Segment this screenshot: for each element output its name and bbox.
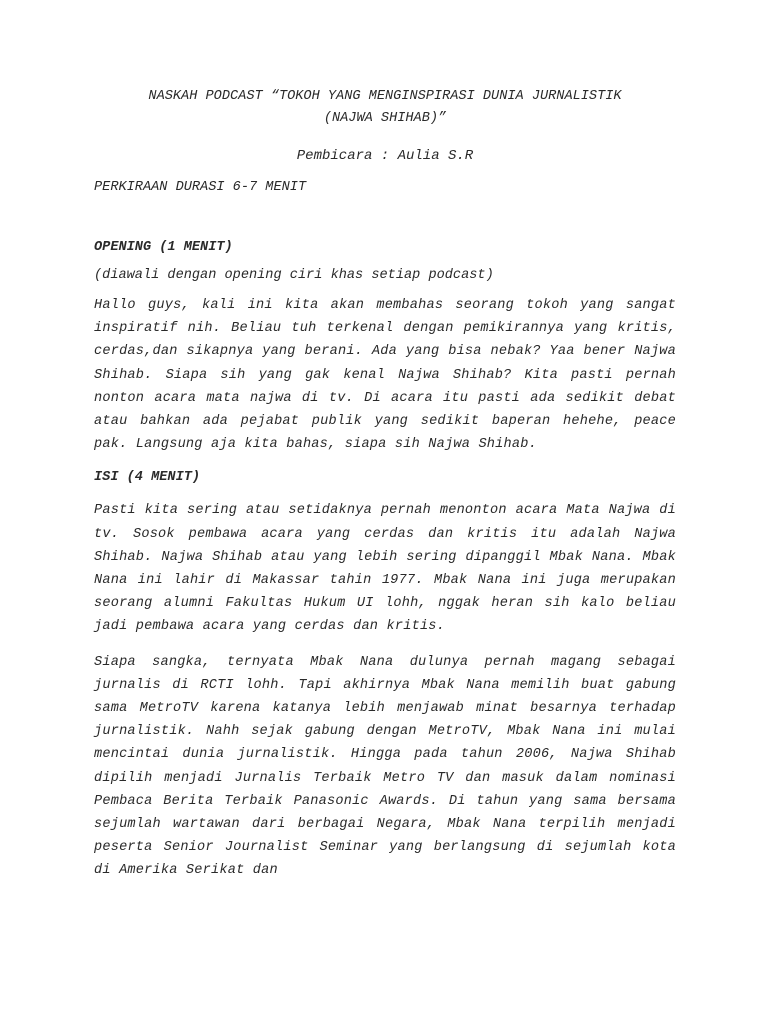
- title-line-1: NASKAH PODCAST “TOKOH YANG MENGINSPIRASI DUNIA JURNALISTIK: [148, 89, 622, 104]
- opening-note: (diawali dengan opening ciri khas setiap podcast): [94, 268, 494, 283]
- speaker-line: Pembicara : Aulia S.R: [296, 148, 474, 164]
- isi-paragraph-2: Siapa sangka, ternyata Mbak Nana dulunya pernah magang sebagai jurnalis di RCTI lohh. Tapi akhirnya Mbak Nana memilih buat gabung sama MetroTV karena katanya lebih menjawab minat besarnya terhadap jurnalistik. Nahh sejak gabung dengan MetroTV, Mbak Nana ini mulai mencintai dunia jurnalistik. Hingga pada tahun 2006, Najwa Shihab dipilih menjadi Jurnalis Terbaik Metro TV dan masuk dalam nominasi Pembaca Berita Terbaik Panasonic Awards. Di tahun yang sama bersama sejumlah wartawan dari berbagai Negara, Mbak Nana terpilih menjadi peserta Senior Journalist Seminar yang berlangsung di sejumlah kota di Amerika Serikat dan: [94, 654, 676, 879]
- document-page: [94, 86, 676, 883]
- document-title: [94, 86, 676, 130]
- opening-heading: OPENING (1 MENIT): [94, 240, 233, 255]
- duration-line: PERKIRAAN DURASI 6-7 MENIT: [94, 180, 307, 195]
- isi-paragraph-1: Pasti kita sering atau setidaknya pernah menonton acara Mata Najwa di tv. Sosok pembawa acara yang cerdas dan kritis itu adalah Najwa Shihab. Najwa Shihab atau yang lebih sering dipanggil Mbak Nana. Mbak Nana ini lahir di Makassar tahin 1977. Mbak Nana ini juga merupakan seorang alumni Fakultas Hukum UI lohh, nggak heran sih kalo beliau jadi pembawa acara yang cerdas dan kritis.: [94, 503, 676, 635]
- opening-paragraph: Hallo guys, kali ini kita akan membahas seorang tokoh yang sangat inspiratif nih. Beliau tuh terkenal dengan pemikirannya yang kritis, cerdas,dan sikapnya yang berani. Ada yang bisa nebak? Yaa bener Najwa Shihab. Siapa sih yang gak kenal Najwa Shihab? Kita pasti pernah nonton acara mata najwa di tv. Di acara itu pasti ada sedikit debat atau bahkan ada pejabat publik yang sedikit baperan hehehe, peace pak. Langsung aja kita bahas, siapa sih Najwa Shihab.: [94, 298, 676, 453]
- title-line-2: (NAJWA SHIHAB)”: [323, 111, 447, 126]
- isi-heading: ISI (4 MENIT): [94, 470, 201, 486]
